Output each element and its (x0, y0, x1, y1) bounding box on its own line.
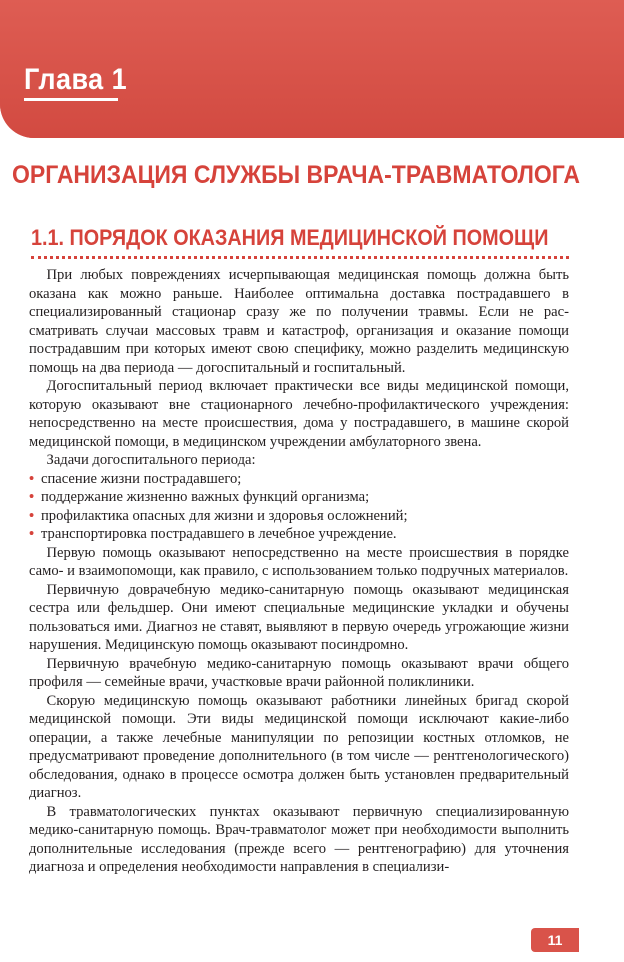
paragraph-7: Скорую медицинскую помощь оказывают работники линейных бригад скорой медицинской помощи. Эти виды медицинской помощи исключают какие-либо операции, а также лечебные манипуляции по репозиции костных отломков, не предусматривают проведение дополнительного (в том числе — рентгенологического) обследования, однако в процессе осмотра должен быть установлен предварительный диагноз. (29, 692, 569, 801)
list-item-text: профилактика опасных для жизни и здоровья осложнений; (41, 507, 408, 524)
chapter-banner (0, 0, 624, 138)
section-title: 1.1. ПОРЯДОК ОКАЗАНИЯ МЕДИЦИНСКОЙ ПОМОЩИ (31, 225, 549, 250)
list-item (29, 525, 569, 544)
list-item (29, 488, 569, 507)
paragraph-6: Первичную врачебную медико-санитарную помощь оказывают врачи общего профиля — семейные врачи, участковые врачи районной поликлиники. (29, 655, 569, 690)
page-number: 11 (547, 932, 563, 948)
chapter-title: ОРГАНИЗАЦИЯ СЛУЖБЫ ВРАЧА-ТРАВМАТОЛОГА (12, 161, 581, 189)
chapter-label: Глава 1 (24, 63, 128, 96)
list-item (29, 507, 569, 526)
paragraph-5: Первичную доврачебную медико-санитарную помощь оказывают медицинская сестра или фельдшер. Они имеют специальные медицинские укладки и обучены пользоваться ими. Диагноз не ставят, выявляют в первую очередь угрожающие жизни нарушения. Медицинскую помощь оказывают посиндромно. (29, 581, 569, 653)
bullet-icon: • (29, 526, 35, 542)
section-divider (31, 256, 569, 259)
list-item-text: поддержание жизненно важных функций организма; (41, 489, 370, 505)
task-list (29, 470, 569, 544)
paragraph-4: Первую помощь оказывают непосредственно на месте происшествия в порядке само- и взаимопомощи, как правило, с использованием только подручных материалов. (29, 544, 569, 579)
bullet-icon: • (29, 507, 35, 524)
list-item (29, 470, 569, 489)
paragraph-1: При любых повреждениях исчерпывающая медицинская помощь должна быть оказана как можно раньше. Наиболее оптимальна доставка пострадавшего в специализированный стационар сразу же по получении травмы. Если не рассматривать случаи массовых травм и катастроф, организация и оказание помощи пострадавшим при которых имеют свою специфику, можно разделить медицинскую помощь на два периода — догоспитальный и госпитальный. (29, 267, 569, 376)
paragraph-8: В травматологических пунктах оказывают первичную специализированную медико-санитарную помощь. Врач-травматолог может при необходимости выполнить дополнительные исследования (прежде всего — рентгенографию) для уточнения диагноза и определения необходимости направления в специализи- (29, 803, 569, 875)
list-item-text: транспортировка пострадавшего в лечебное учреждение. (41, 526, 397, 542)
chapter-label-underline (24, 98, 118, 101)
paragraph-2: Догоспитальный период включает практически все виды медицинской помощи, которую оказывают вне стационарного лечебно-профилактического учреждения: непосредственно на месте происшествия, дома у пострадавшего, в машине скорой медицинской помощи, в медицинском учреждении амбулаторного звена. (29, 378, 569, 450)
bullet-icon: • (29, 470, 35, 487)
list-item-text: спасение жизни пострадавшего; (41, 470, 242, 487)
body-text (29, 266, 569, 877)
bullet-icon: • (29, 489, 35, 505)
paragraph-3: Задачи догоспитального периода: (46, 452, 256, 468)
